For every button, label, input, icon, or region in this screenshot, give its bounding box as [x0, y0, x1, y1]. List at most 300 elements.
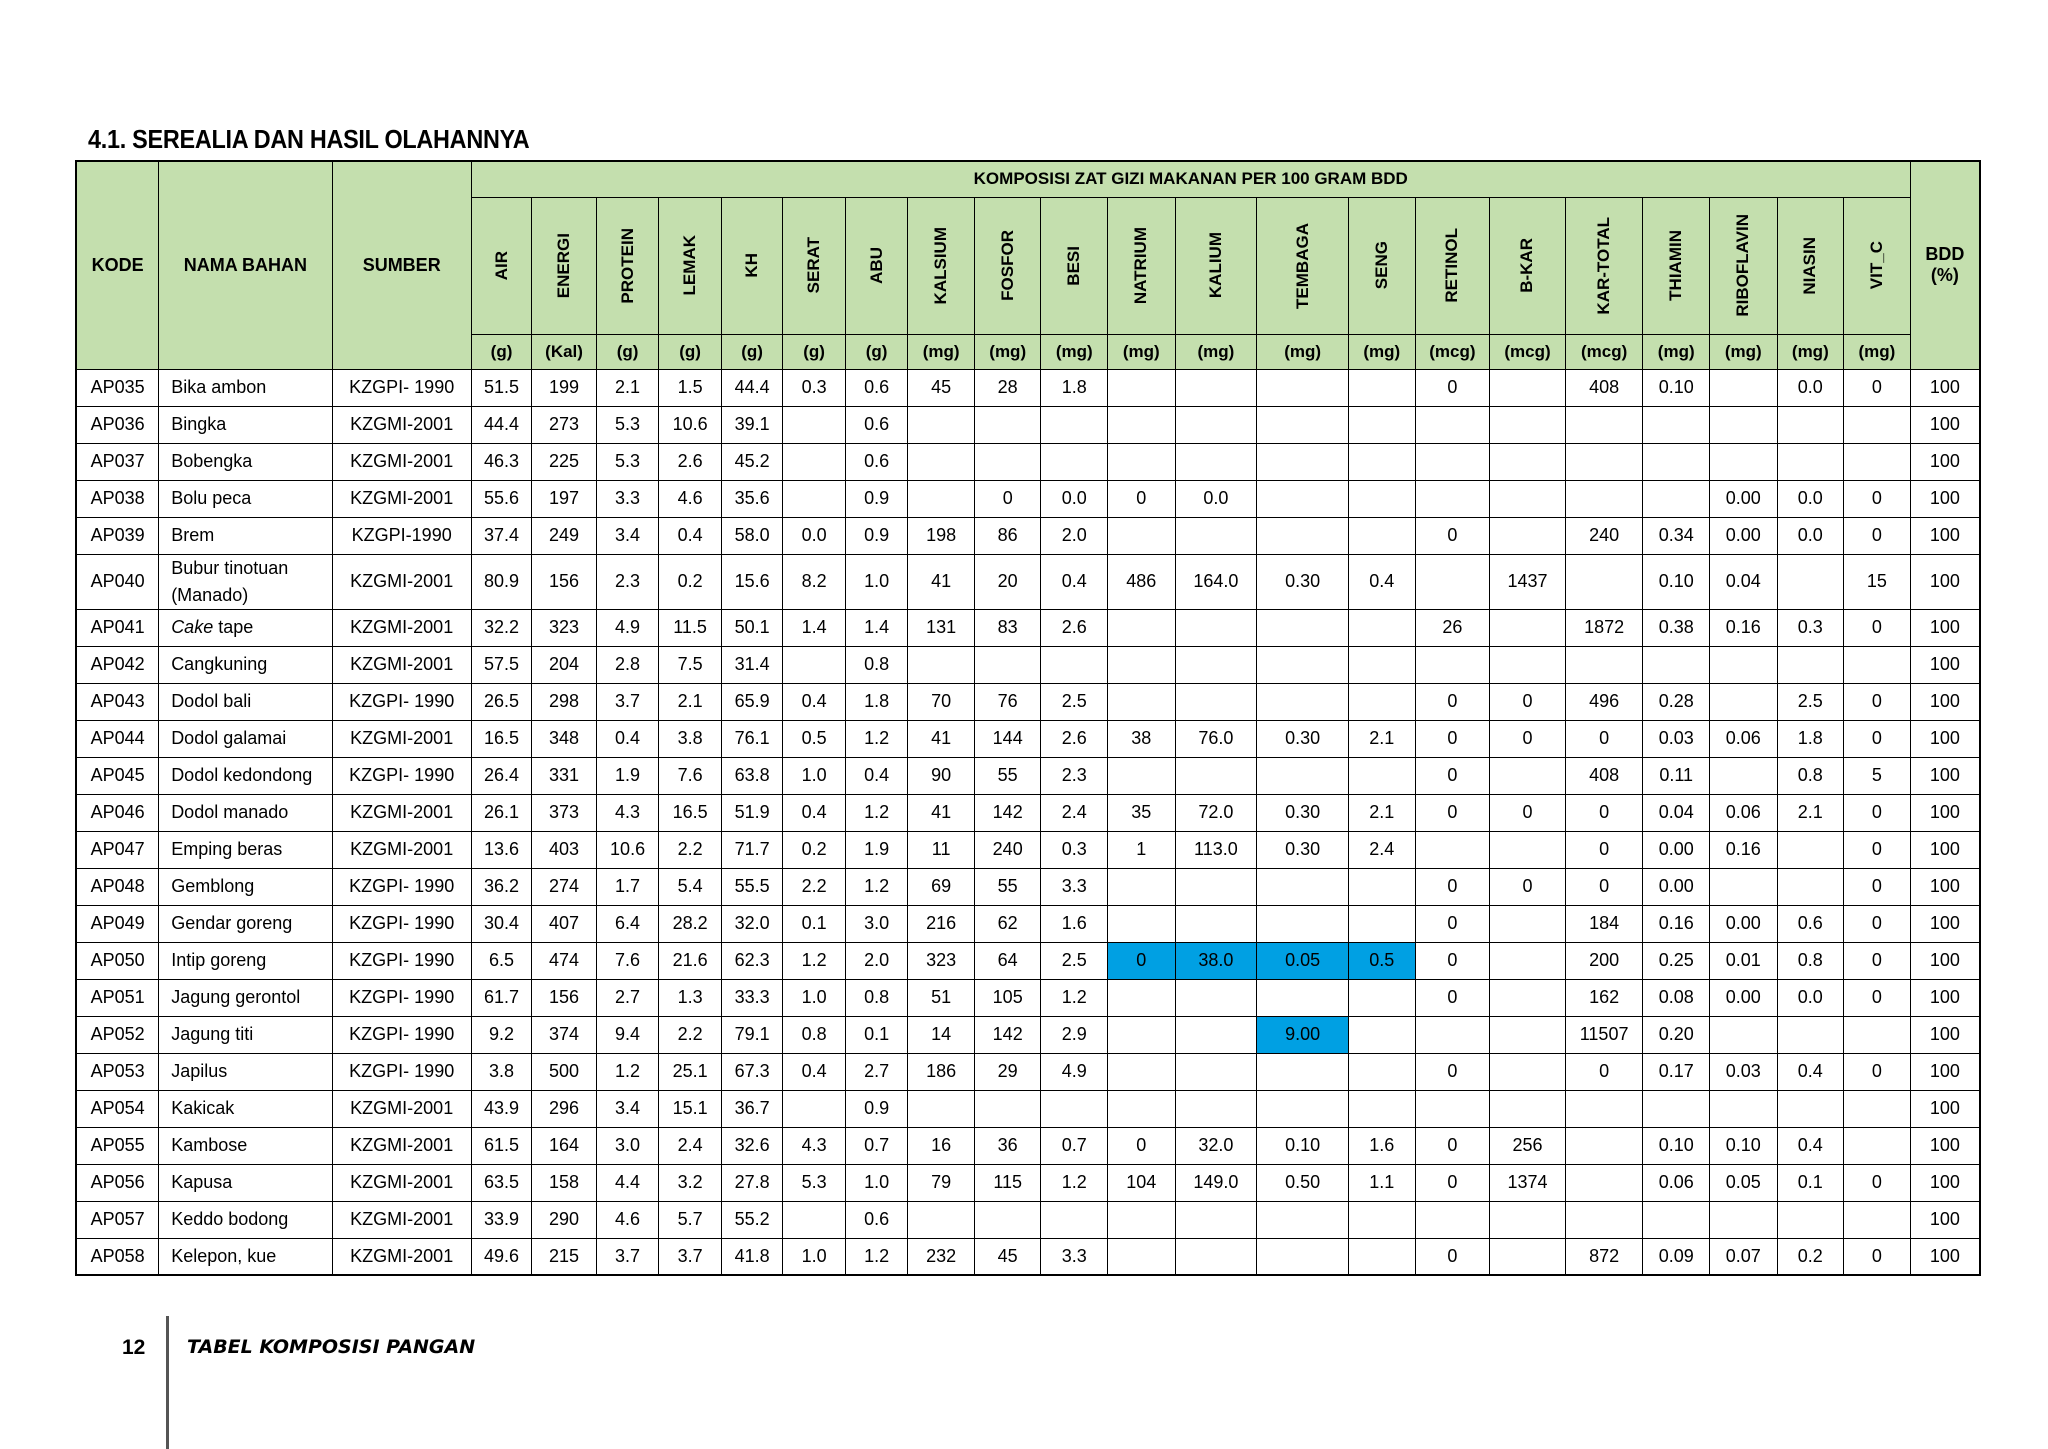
cell-value [1777, 1016, 1844, 1053]
header-unit: (mg) [908, 334, 975, 369]
cell-value: 200 [1565, 942, 1643, 979]
cell-value [1257, 406, 1349, 443]
table-row [76, 480, 1980, 517]
cell-value: 55.2 [721, 1201, 783, 1238]
cell-value [1349, 757, 1416, 794]
cell-bdd: 100 [1910, 757, 1980, 794]
cell-value: 76 [974, 683, 1041, 720]
cell-sumber: KZGMI-2001 [332, 831, 471, 868]
cell-value [1709, 1016, 1777, 1053]
cell-value: 0.6 [1777, 905, 1844, 942]
cell-value: 35.6 [721, 480, 783, 517]
nutrient-label: KALSIUM [931, 226, 951, 305]
cell-value: 142 [974, 794, 1041, 831]
cell-value [783, 1201, 846, 1238]
cell-value: 32.6 [721, 1127, 783, 1164]
table-row [76, 1201, 1980, 1238]
table-row [76, 1053, 1980, 1090]
table-row [76, 369, 1980, 406]
header-unit: (g) [783, 334, 846, 369]
cell-value: 0.4 [783, 1053, 846, 1090]
header-unit: (mcg) [1565, 334, 1643, 369]
cell-value [1709, 443, 1777, 480]
cell-value: 2.4 [1041, 794, 1108, 831]
cell-value: 3.2 [659, 1164, 722, 1201]
cell-value: 274 [532, 868, 597, 905]
table-row [76, 868, 1980, 905]
header-unit: (mg) [1643, 334, 1710, 369]
cell-sumber: KZGMI-2001 [332, 794, 471, 831]
cell-value: 290 [532, 1201, 597, 1238]
cell-value: 197 [532, 480, 597, 517]
header-group-komposisi: KOMPOSISI ZAT GIZI MAKANAN PER 100 GRAM BDD [471, 161, 1910, 197]
cell-value: 0 [1415, 369, 1490, 406]
cell-value: 0.3 [783, 369, 846, 406]
cell-value: 0.8 [1777, 757, 1844, 794]
cell-value: 4.4 [596, 1164, 659, 1201]
cell-value: 4.9 [596, 609, 659, 646]
header-nutrient [974, 197, 1041, 334]
cell-value: 26 [1415, 609, 1490, 646]
cell-value [1108, 979, 1176, 1016]
header-nutrient [783, 197, 846, 334]
header-unit: (mg) [1709, 334, 1777, 369]
cell-value [1844, 1016, 1911, 1053]
cell-value [1709, 646, 1777, 683]
cell-nama-bahan: Dodol kedondong [159, 757, 332, 794]
nutrient-label: NATRIUM [1131, 226, 1151, 305]
cell-value [1257, 480, 1349, 517]
cell-value: 0.7 [1041, 1127, 1108, 1164]
cell-value: 2.2 [783, 868, 846, 905]
cell-value: 32.0 [721, 905, 783, 942]
cell-value: 0 [1490, 794, 1566, 831]
cell-value: 164 [532, 1127, 597, 1164]
cell-value: 0.2 [783, 831, 846, 868]
cell-value: 51 [908, 979, 975, 1016]
cell-value [1175, 1053, 1257, 1090]
cell-value [1490, 517, 1566, 554]
cell-value: 6.5 [471, 942, 532, 979]
cell-value [1709, 406, 1777, 443]
cell-kode: AP043 [76, 683, 159, 720]
cell-value [1844, 1090, 1911, 1127]
cell-value: 2.9 [1041, 1016, 1108, 1053]
cell-value [1490, 942, 1566, 979]
cell-value: 0.16 [1643, 905, 1710, 942]
cell-value: 45 [974, 1238, 1041, 1275]
cell-value [1643, 406, 1710, 443]
cell-value [1108, 683, 1176, 720]
cell-value: 64 [974, 942, 1041, 979]
cell-value [1108, 1201, 1176, 1238]
cell-value: 2.6 [1041, 720, 1108, 757]
cell-sumber: KZGMI-2001 [332, 443, 471, 480]
cell-value: 403 [532, 831, 597, 868]
cell-value: 0 [1415, 1238, 1490, 1275]
cell-value: 43.9 [471, 1090, 532, 1127]
cell-value: 256 [1490, 1127, 1566, 1164]
cell-value: 0 [1844, 831, 1911, 868]
cell-value: 28.2 [659, 905, 722, 942]
cell-value: 113.0 [1175, 831, 1257, 868]
section-title: 4.1. SEREALIA DAN HASIL OLAHANNYA [88, 124, 530, 154]
cell-value: 162 [1565, 979, 1643, 1016]
cell-value: 198 [908, 517, 975, 554]
cell-value [783, 443, 846, 480]
header-unit: (g) [845, 334, 908, 369]
cell-value [1175, 646, 1257, 683]
cell-value: 144 [974, 720, 1041, 757]
cell-value [1175, 1238, 1257, 1275]
table-row [76, 609, 1980, 646]
cell-value: 41 [908, 794, 975, 831]
cell-kode: AP052 [76, 1016, 159, 1053]
header-unit: (mcg) [1490, 334, 1566, 369]
cell-value: 3.8 [471, 1053, 532, 1090]
cell-bdd: 100 [1910, 1090, 1980, 1127]
header-unit: (mcg) [1415, 334, 1490, 369]
cell-value: 20 [974, 554, 1041, 609]
header-nutrient [1041, 197, 1108, 334]
cell-value [1490, 1053, 1566, 1090]
cell-value [1108, 369, 1176, 406]
cell-value: 27.8 [721, 1164, 783, 1201]
cell-value [1175, 683, 1257, 720]
nutrient-label: PROTEIN [617, 227, 637, 304]
cell-value: 0.00 [1709, 905, 1777, 942]
cell-value: 204 [532, 646, 597, 683]
cell-value: 2.7 [596, 979, 659, 1016]
cell-value: 5.3 [783, 1164, 846, 1201]
cell-kode: AP044 [76, 720, 159, 757]
cell-value: 3.7 [596, 1238, 659, 1275]
cell-nama-bahan: Dodol bali [159, 683, 332, 720]
cell-value: 0 [1565, 794, 1643, 831]
cell-value: 474 [532, 942, 597, 979]
cell-bdd: 100 [1910, 1127, 1980, 1164]
cell-value: 44.4 [721, 369, 783, 406]
table-header [76, 161, 1980, 369]
cell-value [1844, 443, 1911, 480]
cell-value: 0.11 [1643, 757, 1710, 794]
cell-value [1565, 1127, 1643, 1164]
table-row [76, 794, 1980, 831]
cell-value: 2.3 [596, 554, 659, 609]
cell-value: 1437 [1490, 554, 1566, 609]
cell-value: 0.06 [1709, 720, 1777, 757]
cell-value: 225 [532, 443, 597, 480]
cell-value: 45.2 [721, 443, 783, 480]
table-row [76, 443, 1980, 480]
cell-nama-bahan: Emping beras [159, 831, 332, 868]
nutrient-label: TEMBAGA [1292, 222, 1312, 309]
cell-value: 0 [1415, 517, 1490, 554]
cell-value: 25.1 [659, 1053, 722, 1090]
cell-value [1490, 443, 1566, 480]
cell-value [1643, 1090, 1710, 1127]
cell-value: 0.10 [1257, 1127, 1349, 1164]
cell-value: 2.1 [1349, 720, 1416, 757]
cell-value [1349, 1238, 1416, 1275]
cell-value [974, 646, 1041, 683]
cell-value: 10.6 [596, 831, 659, 868]
cell-nama-bahan: Gendar goreng [159, 905, 332, 942]
cell-value [1490, 480, 1566, 517]
nutrient-label: B-KAR [1517, 238, 1537, 293]
cell-value [1643, 443, 1710, 480]
cell-value [1175, 905, 1257, 942]
cell-nama-bahan: Cangkuning [159, 646, 332, 683]
cell-value: 0.4 [783, 794, 846, 831]
cell-nama-bahan: Gemblong [159, 868, 332, 905]
cell-value: 0.50 [1257, 1164, 1349, 1201]
cell-nama-bahan: Brem [159, 517, 332, 554]
cell-value: 0 [1565, 1053, 1643, 1090]
nutrient-label: BESI [1064, 245, 1084, 286]
cell-value [1709, 757, 1777, 794]
cell-value: 38 [1108, 720, 1176, 757]
cell-value [908, 1201, 975, 1238]
table-body [76, 369, 1980, 1275]
cell-value [1490, 1016, 1566, 1053]
header-kode: KODE [76, 161, 159, 369]
cell-value: 2.6 [1041, 609, 1108, 646]
cell-value [1108, 1238, 1176, 1275]
cell-value: 1.9 [845, 831, 908, 868]
cell-value: 3.0 [845, 905, 908, 942]
cell-value [1777, 868, 1844, 905]
cell-value: 0 [1415, 868, 1490, 905]
cell-sumber: KZGPI- 1990 [332, 1053, 471, 1090]
table-row [76, 905, 1980, 942]
cell-value: 61.5 [471, 1127, 532, 1164]
cell-kode: AP050 [76, 942, 159, 979]
nutrient-label: VIT_C [1866, 241, 1886, 290]
cell-value: 55 [974, 868, 1041, 905]
cell-kode: AP040 [76, 554, 159, 609]
cell-sumber: KZGPI- 1990 [332, 979, 471, 1016]
nutrient-label: RIBOFLAVIN [1733, 214, 1753, 317]
cell-value: 872 [1565, 1238, 1643, 1275]
cell-value: 32.0 [1175, 1127, 1257, 1164]
cell-value: 374 [532, 1016, 597, 1053]
cell-sumber: KZGMI-2001 [332, 1201, 471, 1238]
table-row [76, 831, 1980, 868]
cell-value: 0.2 [1777, 1238, 1844, 1275]
cell-value: 0.03 [1709, 1053, 1777, 1090]
header-nutrient [532, 197, 597, 334]
cell-nama-bahan: Bolu peca [159, 480, 332, 517]
cell-kode: AP048 [76, 868, 159, 905]
cell-value: 3.4 [596, 1090, 659, 1127]
cell-value: 142 [974, 1016, 1041, 1053]
cell-nama-bahan: Bobengka [159, 443, 332, 480]
cell-value: 44.4 [471, 406, 532, 443]
cell-value [1709, 1090, 1777, 1127]
cell-value: 0 [1844, 517, 1911, 554]
cell-value [1643, 480, 1710, 517]
cell-sumber: KZGMI-2001 [332, 1164, 471, 1201]
cell-nama-bahan: Kelepon, kue [159, 1238, 332, 1275]
cell-value [1490, 905, 1566, 942]
cell-kode: AP038 [76, 480, 159, 517]
cell-bdd: 100 [1910, 868, 1980, 905]
cell-nama-bahan: Intip goreng [159, 942, 332, 979]
cell-value: 2.8 [596, 646, 659, 683]
cell-value: 0.0 [1777, 480, 1844, 517]
table-row [76, 406, 1980, 443]
cell-value: 156 [532, 554, 597, 609]
table-row [76, 1238, 1980, 1275]
cell-value: 51.5 [471, 369, 532, 406]
nutrient-label: AIR [491, 250, 511, 281]
cell-value: 86 [974, 517, 1041, 554]
cell-value: 1.0 [783, 757, 846, 794]
header-unit: (mg) [1108, 334, 1176, 369]
cell-value: 0.3 [1041, 831, 1108, 868]
header-unit: (mg) [1041, 334, 1108, 369]
nutrient-label: ABU [866, 247, 886, 284]
nutrient-label: NIASIN [1800, 236, 1820, 295]
cell-value [1490, 979, 1566, 1016]
cell-value: 0.28 [1643, 683, 1710, 720]
cell-value: 0.34 [1643, 517, 1710, 554]
cell-value: 2.0 [1041, 517, 1108, 554]
cell-value: 249 [532, 517, 597, 554]
cell-value: 4.6 [659, 480, 722, 517]
cell-value: 0.4 [1041, 554, 1108, 609]
cell-value: 0.10 [1643, 1127, 1710, 1164]
cell-value: 10.6 [659, 406, 722, 443]
cell-value [1349, 1201, 1416, 1238]
cell-value: 131 [908, 609, 975, 646]
cell-bdd: 100 [1910, 1053, 1980, 1090]
cell-value [1490, 757, 1566, 794]
cell-value [1108, 646, 1176, 683]
cell-value [1041, 1090, 1108, 1127]
cell-value [1257, 683, 1349, 720]
cell-value: 0.10 [1643, 554, 1710, 609]
cell-value: 41.8 [721, 1238, 783, 1275]
cell-value: 0.4 [596, 720, 659, 757]
cell-value [1257, 1238, 1349, 1275]
cell-value [1175, 979, 1257, 1016]
cell-value: 83 [974, 609, 1041, 646]
cell-nama-bahan: Kambose [159, 1127, 332, 1164]
cell-value: 0.0 [1777, 369, 1844, 406]
cell-value: 3.3 [1041, 868, 1108, 905]
cell-nama-bahan: Kakicak [159, 1090, 332, 1127]
cell-value: 216 [908, 905, 975, 942]
cell-bdd: 100 [1910, 831, 1980, 868]
cell-value: 3.7 [659, 1238, 722, 1275]
cell-value [1565, 1201, 1643, 1238]
cell-value [1175, 517, 1257, 554]
cell-value: 0 [1844, 942, 1911, 979]
cell-value: 0 [1415, 1127, 1490, 1164]
cell-value: 39.1 [721, 406, 783, 443]
cell-value: 115 [974, 1164, 1041, 1201]
cell-value: 104 [1108, 1164, 1176, 1201]
cell-value: 0.10 [1709, 1127, 1777, 1164]
cell-kode: AP046 [76, 794, 159, 831]
cell-value: 0.20 [1643, 1016, 1710, 1053]
cell-value [1415, 1201, 1490, 1238]
cell-value [1108, 609, 1176, 646]
cell-sumber: KZGPI- 1990 [332, 369, 471, 406]
cell-value: 1.8 [1777, 720, 1844, 757]
cell-value [1777, 554, 1844, 609]
cell-kode: AP036 [76, 406, 159, 443]
header-nutrient [659, 197, 722, 334]
cell-kode: AP037 [76, 443, 159, 480]
cell-value [1565, 406, 1643, 443]
cell-nama-bahan: Kapusa [159, 1164, 332, 1201]
table-row [76, 1016, 1980, 1053]
cell-value: 79.1 [721, 1016, 783, 1053]
cell-value [1257, 1090, 1349, 1127]
cell-value: 0.0 [1041, 480, 1108, 517]
cell-sumber: KZGPI- 1990 [332, 683, 471, 720]
cell-value [1349, 646, 1416, 683]
cell-kode: AP045 [76, 757, 159, 794]
cell-value: 0.06 [1709, 794, 1777, 831]
cell-value: 80.9 [471, 554, 532, 609]
cell-value [1175, 1016, 1257, 1053]
cell-value: 0.04 [1643, 794, 1710, 831]
cell-value: 4.6 [596, 1201, 659, 1238]
cell-value [1415, 443, 1490, 480]
cell-value: 2.7 [845, 1053, 908, 1090]
cell-value: 0.3 [1777, 609, 1844, 646]
cell-value: 408 [1565, 369, 1643, 406]
cell-value [1257, 905, 1349, 942]
header-nutrient [1108, 197, 1176, 334]
cell-value [783, 406, 846, 443]
cell-value: 0.4 [783, 683, 846, 720]
cell-value [1108, 905, 1176, 942]
cell-value: 28 [974, 369, 1041, 406]
table-row [76, 554, 1980, 609]
cell-value: 41 [908, 720, 975, 757]
cell-value [1844, 646, 1911, 683]
cell-value: 0.09 [1643, 1238, 1710, 1275]
cell-value: 2.3 [1041, 757, 1108, 794]
cell-value: 15.1 [659, 1090, 722, 1127]
cell-value [908, 480, 975, 517]
cell-value: 61.7 [471, 979, 532, 1016]
cell-sumber: KZGMI-2001 [332, 1090, 471, 1127]
cell-value: 0 [1415, 794, 1490, 831]
cell-value: 29 [974, 1053, 1041, 1090]
cell-value: 50.1 [721, 609, 783, 646]
cell-kode: AP054 [76, 1090, 159, 1127]
cell-value: 0.1 [845, 1016, 908, 1053]
cell-value: 0.9 [845, 480, 908, 517]
cell-value: 0.5 [1349, 942, 1416, 979]
cell-value: 0 [1415, 979, 1490, 1016]
cell-value: 0.1 [783, 905, 846, 942]
header-nutrient [1490, 197, 1566, 334]
header-unit: (mg) [1777, 334, 1844, 369]
cell-value: 5.4 [659, 868, 722, 905]
cell-value [1415, 554, 1490, 609]
cell-value: 41 [908, 554, 975, 609]
cell-bdd: 100 [1910, 554, 1980, 609]
header-unit: (g) [471, 334, 532, 369]
cell-value [1257, 1053, 1349, 1090]
